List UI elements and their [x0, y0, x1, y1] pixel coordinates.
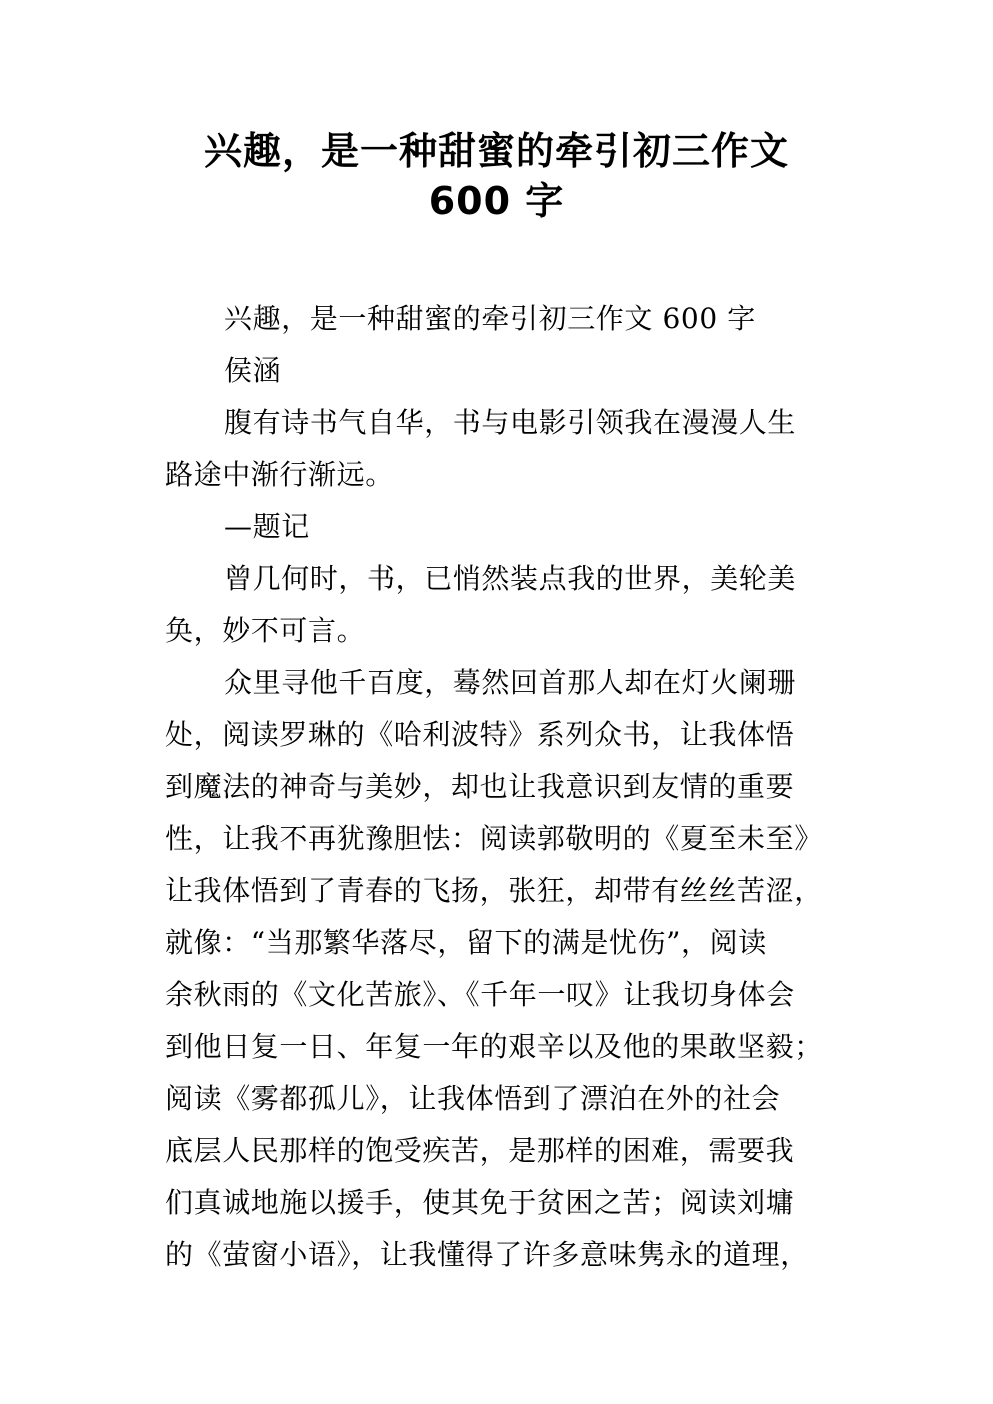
document-title-line-1: 兴趣，是一种甜蜜的牵引初三作文	[203, 129, 789, 173]
paragraph-line: 余秋雨的《文化苦旅》、《千年一叹》让我切身体会	[165, 978, 795, 1011]
paragraph-line: 到他日复一日、年复一年的艰辛以及他的果敢坚毅；	[165, 1030, 823, 1063]
paragraph-line: 处，阅读罗琳的《哈利波特》系列众书，让我体悟	[165, 718, 795, 751]
paragraph-line: 侯涵	[224, 354, 282, 387]
paragraph-line: 奂，妙不可言。	[165, 614, 366, 647]
paragraph-line: 腹有诗书气自华，书与电影引领我在漫漫人生	[224, 406, 797, 439]
paragraph-line: 兴趣，是一种甜蜜的牵引初三作文 600 字	[224, 302, 756, 335]
paragraph-line: 到魔法的神奇与美妙，却也让我意识到友情的重要	[165, 770, 795, 803]
paragraph-line: 的《萤窗小语》，让我懂得了许多意味隽永的道理，	[165, 1238, 809, 1271]
paragraph-line: 阅读《雾都孤儿》，让我体悟到了漂泊在外的社会	[165, 1082, 781, 1115]
paragraph-line: —题记	[224, 510, 310, 543]
paragraph-line: 们真诚地施以援手，使其免于贫困之苦；阅读刘墉	[165, 1186, 795, 1219]
paragraph-line: 让我体悟到了青春的飞扬，张狂，却带有丝丝苦涩，	[165, 874, 823, 907]
paragraph-line: 性，让我不再犹豫胆怯：阅读郭敬明的《夏至未至》	[165, 822, 823, 855]
paragraph-line: 底层人民那样的饱受疾苦，是那样的困难，需要我	[165, 1134, 795, 1167]
paragraph-line: 就像：“当那繁华落尽，留下的满是忧伤”，阅读	[165, 926, 767, 959]
paragraph-line: 曾几何时，书，已悄然装点我的世界，美轮美	[224, 562, 797, 595]
paragraph-line: 路途中渐行渐远。	[165, 458, 394, 491]
document-title-line-2: 600 字	[428, 179, 565, 223]
paragraph-line: 众里寻他千百度，蓦然回首那人却在灯火阑珊	[224, 666, 797, 699]
